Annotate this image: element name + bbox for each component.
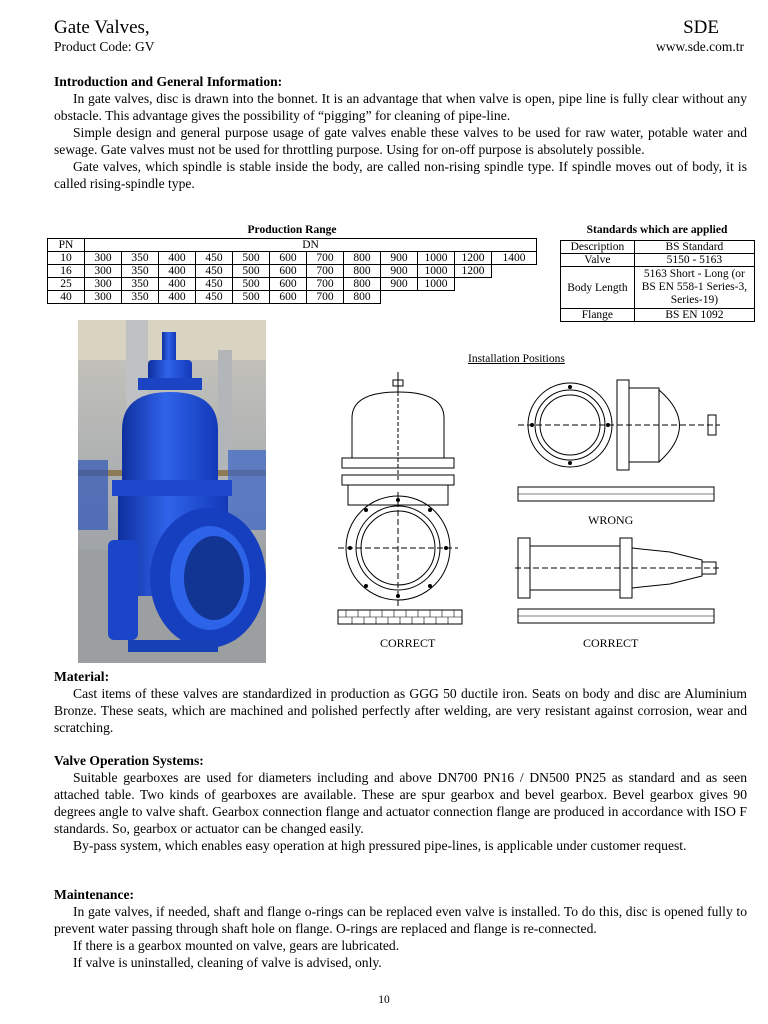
document-title: Gate Valves, bbox=[54, 17, 150, 38]
maintenance-paragraph-1: In gate valves, if needed, shaft and flange o-rings can be replaced even valve is installed. To do this, disc is opened fully to prevent water passing through shaft hole on flange. O-rings are replaced and flange is re-connected. bbox=[54, 904, 747, 936]
dn-cell: 1200 bbox=[455, 265, 492, 278]
dn-cell: 400 bbox=[159, 278, 196, 291]
dn-cell: 450 bbox=[196, 265, 233, 278]
operation-section bbox=[54, 752, 747, 854]
dn-cell: 700 bbox=[307, 278, 344, 291]
dn-cell: 800 bbox=[344, 265, 381, 278]
dn-cell: 300 bbox=[85, 252, 122, 265]
dn-cell: 800 bbox=[344, 252, 381, 265]
installation-title: Installation Positions bbox=[468, 353, 565, 365]
intro-paragraph-2: Simple design and general purpose usage of gate valves enable these valves to be used for raw water, potable water and sewage. Gate valves must not be used for throttling purpose. Using for on-off purpose is absolutely possible. bbox=[54, 125, 747, 157]
production-range-caption: Production Range bbox=[247, 224, 337, 236]
operation-heading: Valve Operation Systems: bbox=[54, 753, 204, 768]
standards-head-description: Description bbox=[561, 241, 635, 254]
label-correct-lying: CORRECT bbox=[583, 636, 639, 650]
dn-cell: 1400 bbox=[492, 252, 537, 265]
pn-cell: 40 bbox=[48, 291, 85, 304]
intro-paragraph-3: Gate valves, which spindle is stable inside the body, are called non-rising spindle type. If spindle moves out of body, it is called rising-spindle type. bbox=[54, 159, 747, 191]
operation-paragraph-2: By-pass system, which enables easy operation at high pressured pipe-lines, is applicable under customer request. bbox=[73, 838, 687, 853]
standards-desc-cell: Flange bbox=[561, 309, 635, 322]
standards-std-cell: 5150 - 5163 bbox=[634, 254, 754, 267]
standards-header-row bbox=[561, 241, 755, 254]
dn-cell: 500 bbox=[233, 291, 270, 304]
dn-cell: 350 bbox=[122, 252, 159, 265]
dn-cell: 400 bbox=[159, 291, 196, 304]
dn-cell: 600 bbox=[270, 265, 307, 278]
gate-valve-photo bbox=[78, 320, 266, 663]
dn-header: DN bbox=[85, 239, 537, 252]
maintenance-heading: Maintenance: bbox=[54, 887, 135, 902]
maintenance-section bbox=[54, 886, 747, 971]
website-link[interactable]: www.sde.com.tr bbox=[656, 39, 744, 54]
production-range-header-row bbox=[48, 239, 537, 252]
intro-paragraph-1: In gate valves, disc is drawn into the bonnet. It is an advantage that when valve is open, pipe line is fully clear without any obstacle. This advantage gives the possibility of “pigging” for cleaning of pipe-line. bbox=[54, 91, 747, 123]
operation-paragraph-1: Suitable gearboxes are used for diameters including and above DN700 PN16 / DN500 PN25 as standard and as seen attached table. Two kinds of gearboxes are available. These are spur gearbox and bevel gearbox. Bevel gearbox gives 90 degrees angle to valve shaft. Gearbox connection flange and actuator connection flange are produced in accordance with ISO F standards. So, gearbox or actuator can be changed easily. bbox=[54, 770, 747, 836]
production-range-row bbox=[48, 278, 537, 291]
dn-cell: 1200 bbox=[455, 252, 492, 265]
standards-desc-cell: Body Length bbox=[561, 267, 635, 309]
dn-cell: 350 bbox=[122, 265, 159, 278]
installation-diagram bbox=[330, 370, 730, 630]
maintenance-paragraph-2: If there is a gearbox mounted on valve, gears are lubricated. bbox=[73, 938, 400, 953]
dn-cell: 600 bbox=[270, 291, 307, 304]
label-correct-vertical: CORRECT bbox=[380, 636, 436, 650]
dn-cell: 500 bbox=[233, 265, 270, 278]
pn-cell: 10 bbox=[48, 252, 85, 265]
dn-cell: 450 bbox=[196, 291, 233, 304]
dn-cell: 800 bbox=[344, 278, 381, 291]
dn-cell: 800 bbox=[344, 291, 381, 304]
standards-head-bs: BS Standard bbox=[634, 241, 754, 254]
standards-desc-cell: Valve bbox=[561, 254, 635, 267]
dn-cell: 300 bbox=[85, 265, 122, 278]
standards-caption: Standards which are applied bbox=[586, 224, 728, 236]
standards-table bbox=[560, 240, 755, 322]
dn-cell: 700 bbox=[307, 291, 344, 304]
dn-cell: 700 bbox=[307, 265, 344, 278]
dn-cell: 350 bbox=[122, 278, 159, 291]
production-range-table bbox=[47, 238, 537, 304]
standards-row bbox=[561, 254, 755, 267]
maintenance-paragraph-3: If valve is uninstalled, cleaning of valve is advised, only. bbox=[73, 955, 382, 970]
brand-name: SDE bbox=[683, 17, 719, 38]
dn-cell: 900 bbox=[381, 252, 418, 265]
standards-row bbox=[561, 267, 755, 309]
production-range-row bbox=[48, 291, 537, 304]
dn-cell: 300 bbox=[85, 291, 122, 304]
dn-cell: 400 bbox=[159, 252, 196, 265]
intro-heading: Introduction and General Information: bbox=[54, 74, 283, 89]
material-heading: Material: bbox=[54, 669, 110, 684]
intro-section bbox=[54, 73, 747, 192]
pn-header: PN bbox=[48, 239, 85, 252]
dn-cell: 450 bbox=[196, 252, 233, 265]
production-range-row bbox=[48, 265, 537, 278]
pn-cell: 16 bbox=[48, 265, 85, 278]
standards-std-cell: 5163 Short - Long (or BS EN 558-1 Series-3, Series-19) bbox=[634, 267, 754, 309]
standards-std-cell: BS EN 1092 bbox=[634, 309, 754, 322]
page-number: 10 bbox=[378, 994, 390, 1006]
dn-cell: 300 bbox=[85, 278, 122, 291]
production-range-row bbox=[48, 252, 537, 265]
dn-cell: 600 bbox=[270, 278, 307, 291]
dn-cell: 500 bbox=[233, 278, 270, 291]
dn-cell: 900 bbox=[381, 278, 418, 291]
product-code: Product Code: GV bbox=[54, 39, 155, 54]
standards-row bbox=[561, 309, 755, 322]
dn-cell: 450 bbox=[196, 278, 233, 291]
dn-cell: 1000 bbox=[418, 252, 455, 265]
dn-cell: 900 bbox=[381, 265, 418, 278]
label-wrong: WRONG bbox=[588, 513, 634, 527]
dn-cell: 700 bbox=[307, 252, 344, 265]
dn-cell: 400 bbox=[159, 265, 196, 278]
material-paragraph: Cast items of these valves are standardized in production as GGG 50 ductile iron. Seats on body and disc are Aluminium Bronze. These seats, which are machined and polished perfectly after welding, are very resistant against corrosion, wear and scratching. bbox=[54, 686, 747, 735]
material-section bbox=[54, 668, 747, 736]
pn-cell: 25 bbox=[48, 278, 85, 291]
dn-cell: 500 bbox=[233, 252, 270, 265]
dn-cell: 1000 bbox=[418, 278, 455, 291]
dn-cell: 1000 bbox=[418, 265, 455, 278]
dn-cell: 600 bbox=[270, 252, 307, 265]
dn-cell: 350 bbox=[122, 291, 159, 304]
